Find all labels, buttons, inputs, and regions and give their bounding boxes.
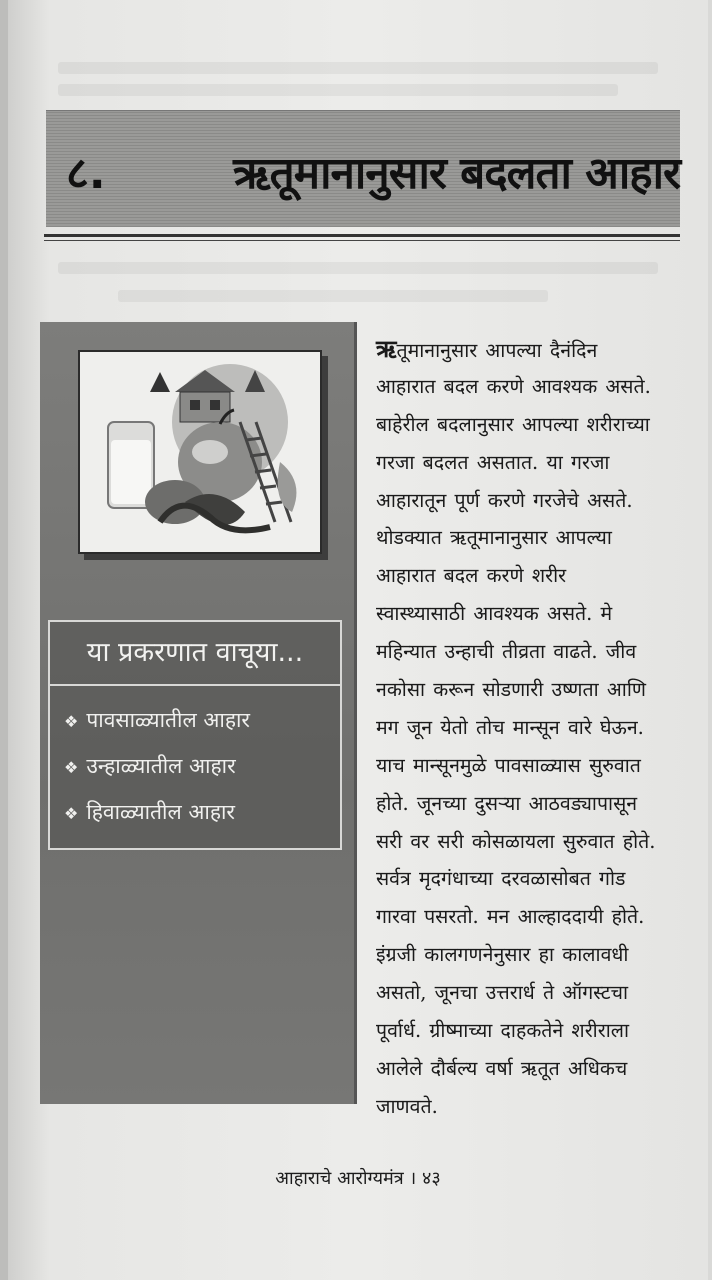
- body-line: गरजा बदलत असतात. या गरजा: [376, 450, 610, 474]
- book-page: [8, 0, 708, 1280]
- body-line: याच मान्सूनमुळे पावसाळ्यास सुरुवात: [376, 753, 641, 777]
- body-line: सरी वर सरी कोसळायला सुरुवात होते.: [376, 829, 656, 853]
- chapter-title: ऋतूमानानुसार बदलता आहार: [233, 148, 680, 199]
- body-line: सर्वत्र मृदगंधाच्या दरवळासोबत गोड: [376, 867, 626, 891]
- contents-heading: या प्रकरणात वाचूया...: [50, 622, 340, 686]
- body-line: ऋतूमानानुसार आपल्या दैनंदिन: [376, 334, 598, 363]
- contents-item: [64, 706, 250, 734]
- body-line: होते. जूनच्या दुसऱ्या आठवड्यापासून: [376, 791, 638, 815]
- title-divider-thin: [44, 240, 680, 241]
- diamond-bullet-icon: ❖: [64, 804, 79, 823]
- food-illustration-art: [80, 352, 320, 552]
- diamond-bullet-icon: ❖: [64, 758, 79, 777]
- body-line: आहारात बदल करणे शरीर: [376, 564, 567, 588]
- bleed-through-text: [58, 262, 658, 274]
- chapter-contents-box: [48, 620, 342, 850]
- bleed-through-text: [58, 84, 618, 96]
- body-line: असतो, जूनचा उत्तरार्ध ते ऑगस्टचा: [376, 981, 629, 1005]
- body-line: इंग्रजी कालगणनेनुसार हा कालावधी: [376, 943, 629, 967]
- contents-item-label: हिवाळ्यातील आहार: [86, 800, 236, 824]
- body-line: थोडक्यात ऋतूमानानुसार आपल्या: [376, 526, 612, 550]
- body-line: गारवा पसरतो. मन आल्हाददायी होते.: [376, 905, 645, 929]
- diamond-bullet-icon: ❖: [64, 712, 79, 731]
- chapter-body-text: [376, 330, 682, 1126]
- body-line: बाहेरील बदलानुसार आपल्या शरीराच्या: [376, 412, 650, 436]
- body-line: स्वास्थ्यासाठी आवश्यक असते. मे: [376, 602, 613, 626]
- chapter-sidebar: [40, 322, 357, 1104]
- contents-item-label: पावसाळ्यातील आहार: [86, 708, 250, 732]
- title-divider: [44, 234, 680, 237]
- body-line: नकोसा करून सोडणारी उष्णता आणि: [376, 678, 646, 702]
- contents-item: [64, 752, 236, 780]
- contents-item: [64, 798, 235, 826]
- body-line: आहारात बदल करणे आवश्यक असते.: [376, 374, 651, 398]
- chapter-number: ८.: [66, 148, 106, 199]
- body-line: महिन्यात उन्हाची तीव्रता वाढते. जीव: [376, 640, 637, 664]
- bleed-through-text: [58, 62, 658, 74]
- body-line: आहारातून पूर्ण करणे गरजेचे असते.: [376, 488, 633, 512]
- bleed-through-text: [118, 290, 548, 302]
- page-footer: आहाराचे आरोग्यमंत्र । ४३: [275, 1168, 441, 1189]
- contents-item-label: उन्हाळ्यातील आहार: [86, 754, 236, 778]
- body-line: आलेले दौर्बल्य वर्षा ऋतूत अधिकच: [376, 1056, 628, 1080]
- drop-cap: ऋ: [376, 334, 397, 363]
- chapter-banner: [46, 110, 680, 227]
- body-line: पूर्वार्ध. ग्रीष्माच्या दाहकतेने शरीराला: [376, 1019, 630, 1043]
- body-line: जाणवते.: [376, 1094, 438, 1118]
- body-line: मग जून येतो तोच मान्सून वारे घेऊन.: [376, 715, 644, 739]
- food-illustration: [78, 350, 322, 554]
